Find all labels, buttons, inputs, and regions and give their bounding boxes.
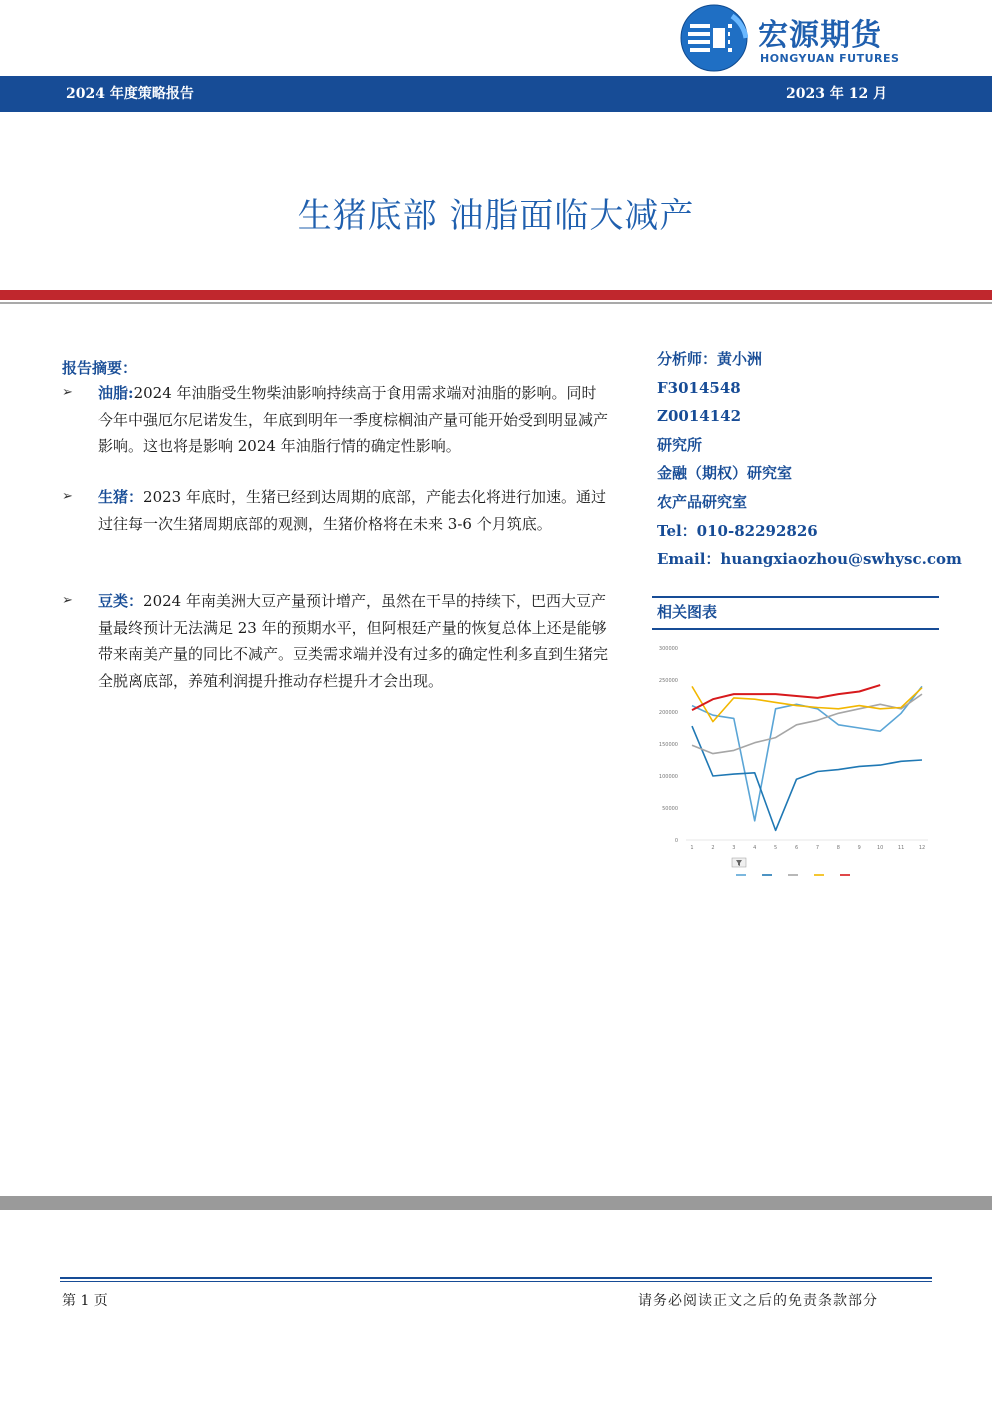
bullet-paragraph <box>98 484 608 537</box>
series-line <box>692 694 922 754</box>
bullet-arrow-icon: ➢ <box>62 593 73 608</box>
hongyuan-logo-icon <box>680 4 748 72</box>
analyst-dept-agri: 农产品研究室 <box>657 492 748 511</box>
logo-chinese-name: 宏源期货 <box>758 18 882 53</box>
x-tick-label: 11 <box>897 845 905 851</box>
x-tick-label: 8 <box>836 845 840 851</box>
y-tick-label: 150000 <box>658 742 678 748</box>
series-line <box>692 686 922 721</box>
analyst-dept-finance: 金融（期权）研究室 <box>657 464 793 483</box>
related-chart-title: 相关图表 <box>657 603 718 621</box>
footer-rule-thin <box>60 1281 932 1282</box>
report-type: 2024 年度策略报告 <box>66 86 194 102</box>
company-logo <box>680 4 930 74</box>
x-tick-label: 5 <box>774 845 778 851</box>
footer-rule <box>60 1277 932 1279</box>
x-tick-label: 9 <box>857 845 861 851</box>
y-tick-label: 250000 <box>658 678 678 684</box>
analyst-info <box>657 345 962 574</box>
header-bar <box>0 76 992 112</box>
bullet-head: 油脂 <box>98 384 129 402</box>
analyst-z-id: Z0014142 <box>657 407 742 426</box>
page-number: 第 1 页 <box>62 1293 108 1309</box>
y-tick-label: 100000 <box>658 774 678 780</box>
disclaimer-note: 请务必阅读正文之后的免责条款部分 <box>638 1293 878 1309</box>
bullet-text: 2024 年油脂受生物柴油影响持续高于食用需求端对油脂的影响。同时今年中强厄尔尼诺发生，年底到明年一季度棕榈油产量可能开始受到明显减产影响。这也将是影响 2024 年油脂行情的确定性影响。 <box>98 384 609 455</box>
analyst-f-id: F3014548 <box>657 378 741 397</box>
bullet-sep: : <box>128 384 134 402</box>
title-divider-red <box>0 290 992 300</box>
bullet-arrow-icon: ➢ <box>62 385 73 400</box>
bullet-text: 2023 年底时，生猪已经到达周期的底部，产能去化将进行加速。通过过往每一次生猪周期底部的观测，生猪价格将在未来 3-6 个月筑底。 <box>98 488 606 533</box>
related-line-chart <box>652 634 939 884</box>
y-tick-label: 50000 <box>662 806 678 812</box>
series-line <box>692 726 922 830</box>
y-tick-label: 300000 <box>658 646 678 652</box>
y-tick-label: 0 <box>674 838 678 844</box>
bullet-paragraph <box>98 588 608 694</box>
analyst-tel: Tel：010-82292826 <box>657 521 818 540</box>
footer-grey-band <box>0 1196 992 1210</box>
x-tick-label: 2 <box>711 845 715 851</box>
x-tick-label: 4 <box>753 845 757 851</box>
x-tick-label: 3 <box>732 845 736 851</box>
logo-english-name: HONGYUAN FUTURES <box>760 52 900 65</box>
bullet-arrow-icon: ➢ <box>62 489 73 504</box>
bullet-sep: ： <box>128 488 144 506</box>
bullet-head: 豆类 <box>98 592 129 610</box>
x-tick-label: 12 <box>918 845 926 851</box>
x-tick-label: 7 <box>815 845 820 851</box>
summary-heading: 报告摘要： <box>62 359 138 377</box>
bullet-paragraph <box>98 380 608 460</box>
bullet-sep: ： <box>128 592 144 610</box>
related-chart-bottom-rule <box>652 628 939 630</box>
bullet-head: 生猪 <box>98 488 129 506</box>
report-date: 2023 年 12 月 <box>786 86 888 102</box>
report-title: 生猪底部 油脂面临大减产 <box>297 196 695 236</box>
related-chart-top-rule <box>652 596 939 598</box>
x-tick-label: 6 <box>794 845 799 851</box>
y-tick-label: 200000 <box>658 710 678 716</box>
x-tick-label: 1 <box>690 845 694 851</box>
bullet-text: 2024 年南美洲大豆产量预计增产，虽然在干旱的持续下，巴西大豆产量最终预计无法满足 23 年的预期水平，但阿根廷产量的恢复总体上还是能够带来南美产量的同比不减产。豆类需求端并没有过多的确定性利多直到生猪完全脱离底部，养殖利润提升推动存栏提升才会出现。 <box>98 592 609 690</box>
analyst-email: Email：huangxiaozhou@swhysc.com <box>657 550 962 569</box>
analyst-institute: 研究所 <box>657 435 703 454</box>
x-tick-label: 10 <box>876 845 884 851</box>
title-divider-grey <box>0 302 992 304</box>
analyst-name: 分析师：黄小洲 <box>657 350 763 368</box>
